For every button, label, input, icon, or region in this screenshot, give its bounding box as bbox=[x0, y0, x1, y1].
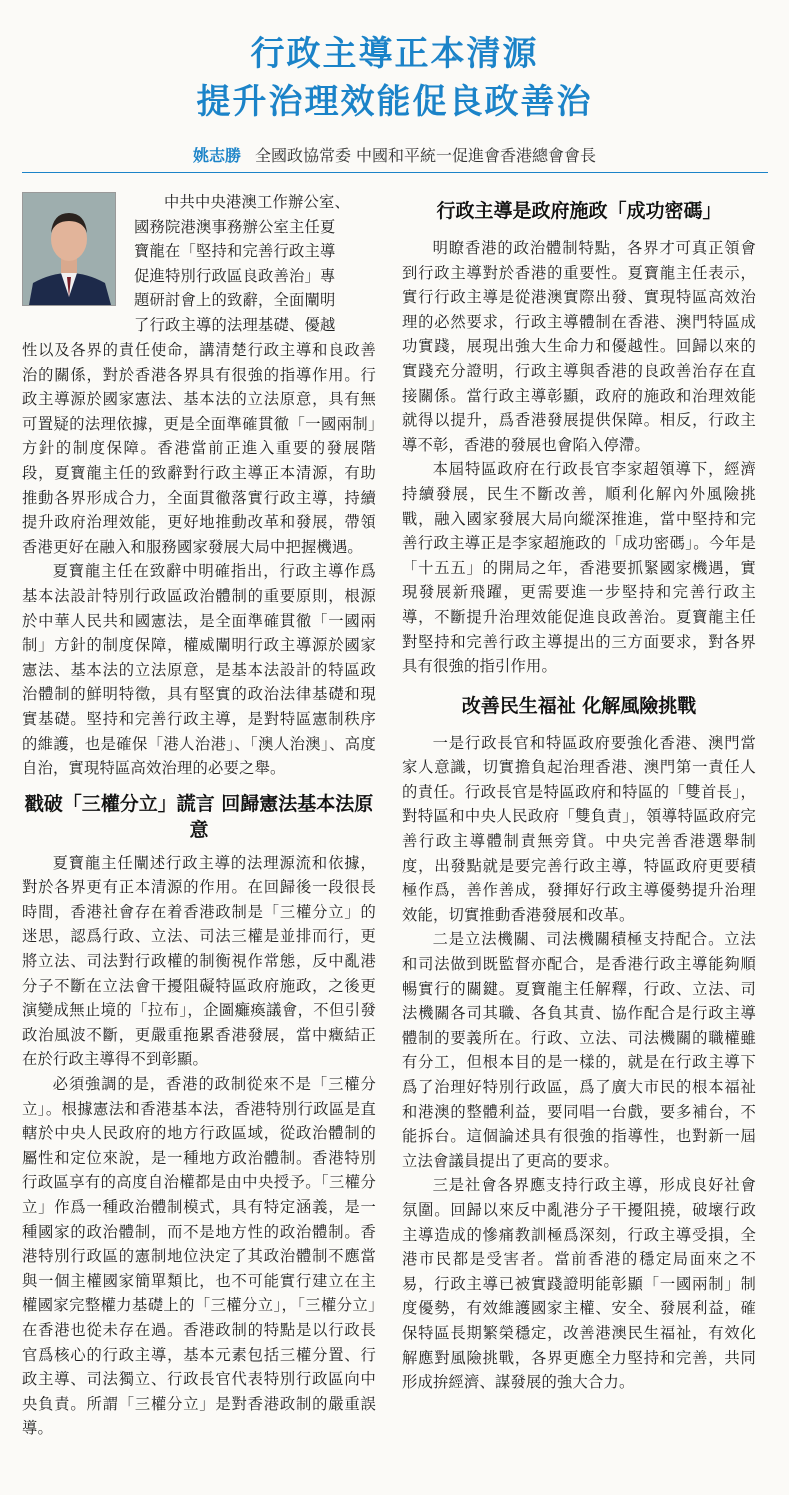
paragraph: 二是立法機關、司法機關積極支持配合。立法和司法做到既監督亦配合，是香港行政主導能夠順暢實行的關鍵。夏寶龍主任解釋，行政、立法、司法機關各司其職、各負其責、協作配合是行政主導體制的要義所在。行政、立法、司法機關的職權雖有分工，但根本目的是一樣的，就是在行政主導下爲了治理好特別行政區，爲了廣大市民的根本福祉和港澳的整體利益，要同唱一台戲，要多補台，不能拆台。這個論述具有很強的指導性，也對新一屆立法會議員提出了更高的要求。 bbox=[402, 930, 756, 1170]
section-heading: 戳破「三權分立」謊言 回歸憲法基本法原意 bbox=[24, 792, 374, 841]
paragraph: 一是行政長官和特區政府要強化香港、澳門當家人意識，切實擔負起治理香港、澳門第一責任人的責任。行政長官是特區政府和特區的「雙首長」，對特區和中央人民政府「雙負責」，領導特區政府完善行政主導體制責無旁貸。中央完善香港選舉制度，出發點就是要完善行政主導，特區政府更要積極作爲，善作善成，發揮好行政主導優勢提升治理效能，切實推動香港發展和改革。 bbox=[402, 733, 756, 924]
byline bbox=[0, 144, 789, 168]
paragraph: 三是社會各界應支持行政主導，形成良好社會氛圍。回歸以來反中亂港分子干擾阻撓，破壞行政主導造成的慘痛教訓極爲深刻，行政主導受損，全港市民都是受害者。當前香港的穩定局面來之不易，行政主導已被實踐證明能彰顯「一國兩制」制度優勢，有效維護國家主權、安全、發展利益，確保特區長期繁榮穩定，改善港澳民生福祉，有效化解應對風險挑戰，各界更應全力堅持和完善，共同形成拚經濟、謀發展的強大合力。 bbox=[402, 1176, 756, 1392]
intro-line: 促進特別行政區良政善治」專 bbox=[134, 266, 336, 285]
section-heading: 改善民生福祉 化解風險挑戰 bbox=[461, 694, 697, 717]
paragraph: 明瞭香港的政治體制特點，各界才可真正領會到行政主導對於香港的重要性。夏寶龍主任表示，實行行政主導是從港澳實際出發、實現特區高效治理的必然要求，行政主導體制在香港、澳門特區成功實踐，展現出強大生命力和優越性。回歸以來的實踐充分證明，行政主導與香港的良政善治存在直接關係。當行政主導彰顯，政府的施政和治理效能就得以提升，爲香港發展提供保障。相反，行政主導不彰，香港的發展也會陷入停滯。 bbox=[402, 239, 756, 454]
author-name: 姚志勝 bbox=[192, 146, 241, 165]
paragraph: 必須強調的是，香港的政制從來不是「三權分立」。根據憲法和香港基本法，香港特別行政區是直轄於中央人民政府的地方行政區域，從政治體制的屬性和定位來說，是一種地方政治體制。香港特別行政區享有的高度自治權都是由中央授予。「三權分立」作爲一種政治體制模式，具有特定涵義，是一種國家的政治體制，而不是地方性的政治體制。香港特別行政區的憲制地位決定了其政治體制不應當與一個主權國家簡單類比，也不可能實行建立在主權國家完整權力基礎上的「三權分立」，「三權分立」在香港也從未存在過。香港政制的特點是以行政長官爲核心的行政主導，基本元素包括三權分置、行政主導、司法獨立、行政長官代表特別行政區向中央負責。所謂「三權分立」是對香港政制的嚴重誤導。 bbox=[22, 1075, 376, 1438]
intro-line: 題研討會上的致辭，全面闡明 bbox=[134, 291, 336, 310]
intro-line: 了行政主導的法理基礎、優越 bbox=[134, 315, 336, 334]
intro-line: 國務院港澳事務辦公室主任夏 bbox=[134, 217, 336, 236]
header-divider bbox=[22, 172, 768, 173]
headline-line-2: 提升治理效能促良政善治 bbox=[196, 82, 593, 122]
right-column bbox=[402, 198, 756, 1395]
paragraph: 夏寶龍主任闡述行政主導的法理源流和依據，對於各界更有正本清源的作用。在回歸後一段很長時間，香港社會存在着香港政制是「三權分立」的迷思，認爲行政、立法、司法三權是並排而行，更將立法、司法對行政權的制衡視作常態，反中亂港分子不斷在立法會干擾阻礙特區政府施政，之後更演變成無止境的「拉布」，企圖癱瘓議會，不但引發政治風波不斷，更嚴重拖累香港發展，當中癥結正在於行政主導得不到彰顯。 bbox=[22, 853, 376, 1069]
intro-line: 寶龍在「堅持和完善行政主導 bbox=[134, 242, 336, 261]
author-position: 全國政協常委 中國和平統一促進會香港總會會長 bbox=[254, 146, 597, 165]
author-photo bbox=[22, 192, 116, 306]
intro-line: 中共中央港澳工作辦公室、 bbox=[164, 193, 350, 211]
left-column bbox=[22, 338, 376, 1441]
portrait-image bbox=[23, 193, 115, 305]
paragraph: 夏寶龍主任在致辭中明確指出，行政主導作爲基本法設計特別行政區政治體制的重要原則，根源於中華人民共和國憲法，是全面準確貫徹「一國兩制」方針的制度保障，權威闡明行政主導源於國家憲法、基本法的立法原意，是基本法設計的特區政治體制的鮮明特徵，具有堅實的政治法律基礎和現實基礎。堅持和完善行政主導，是對特區憲制秩序的維護，也是確保「港人治港」、「澳人治澳」、高度自治，實現特區高效治理的必要之舉。 bbox=[22, 562, 376, 778]
left-intro-beside-photo bbox=[134, 190, 376, 338]
intro-paragraph: 性以及各界的責任使命，講清楚行政主導和良政善治的關係，對於香港各界具有很強的指導作用。行政主導源於國家憲法、基本法的立法原意，具有無可置疑的法理依據，更是全面準確貫徹「一國兩制」方針的制度保障。香港當前正進入重要的發展階段，夏寶龍主任的致辭對行政主導正本清源，有助推動各界形成合力，全面貫徹落實行政主導，持續提升政府治理效能，更好地推動改革和發展，帶領香港更好在融入和服務國家發展大局中把握機遇。 bbox=[22, 341, 376, 556]
section-heading: 行政主導是政府施政「成功密碼」 bbox=[436, 200, 722, 222]
paragraph: 本屆特區政府在行政長官李家超領導下，經濟持續發展，民生不斷改善，順利化解內外風險挑戰，融入國家發展大局向縱深推進，當中堅持和完善行政主導正是李家超施政的「成功密碼」。今年是「十五五」的開局之年，香港要抓緊國家機遇，實現發展新飛躍，更需要進一步堅持和完善行政主導，不斷提升治理效能促進良政善治。夏寶龍主任對堅持和完善行政主導提出的三方面要求，對各界具有很強的指引作用。 bbox=[402, 460, 756, 676]
headline-line-1: 行政主導正本清源 bbox=[250, 34, 539, 74]
